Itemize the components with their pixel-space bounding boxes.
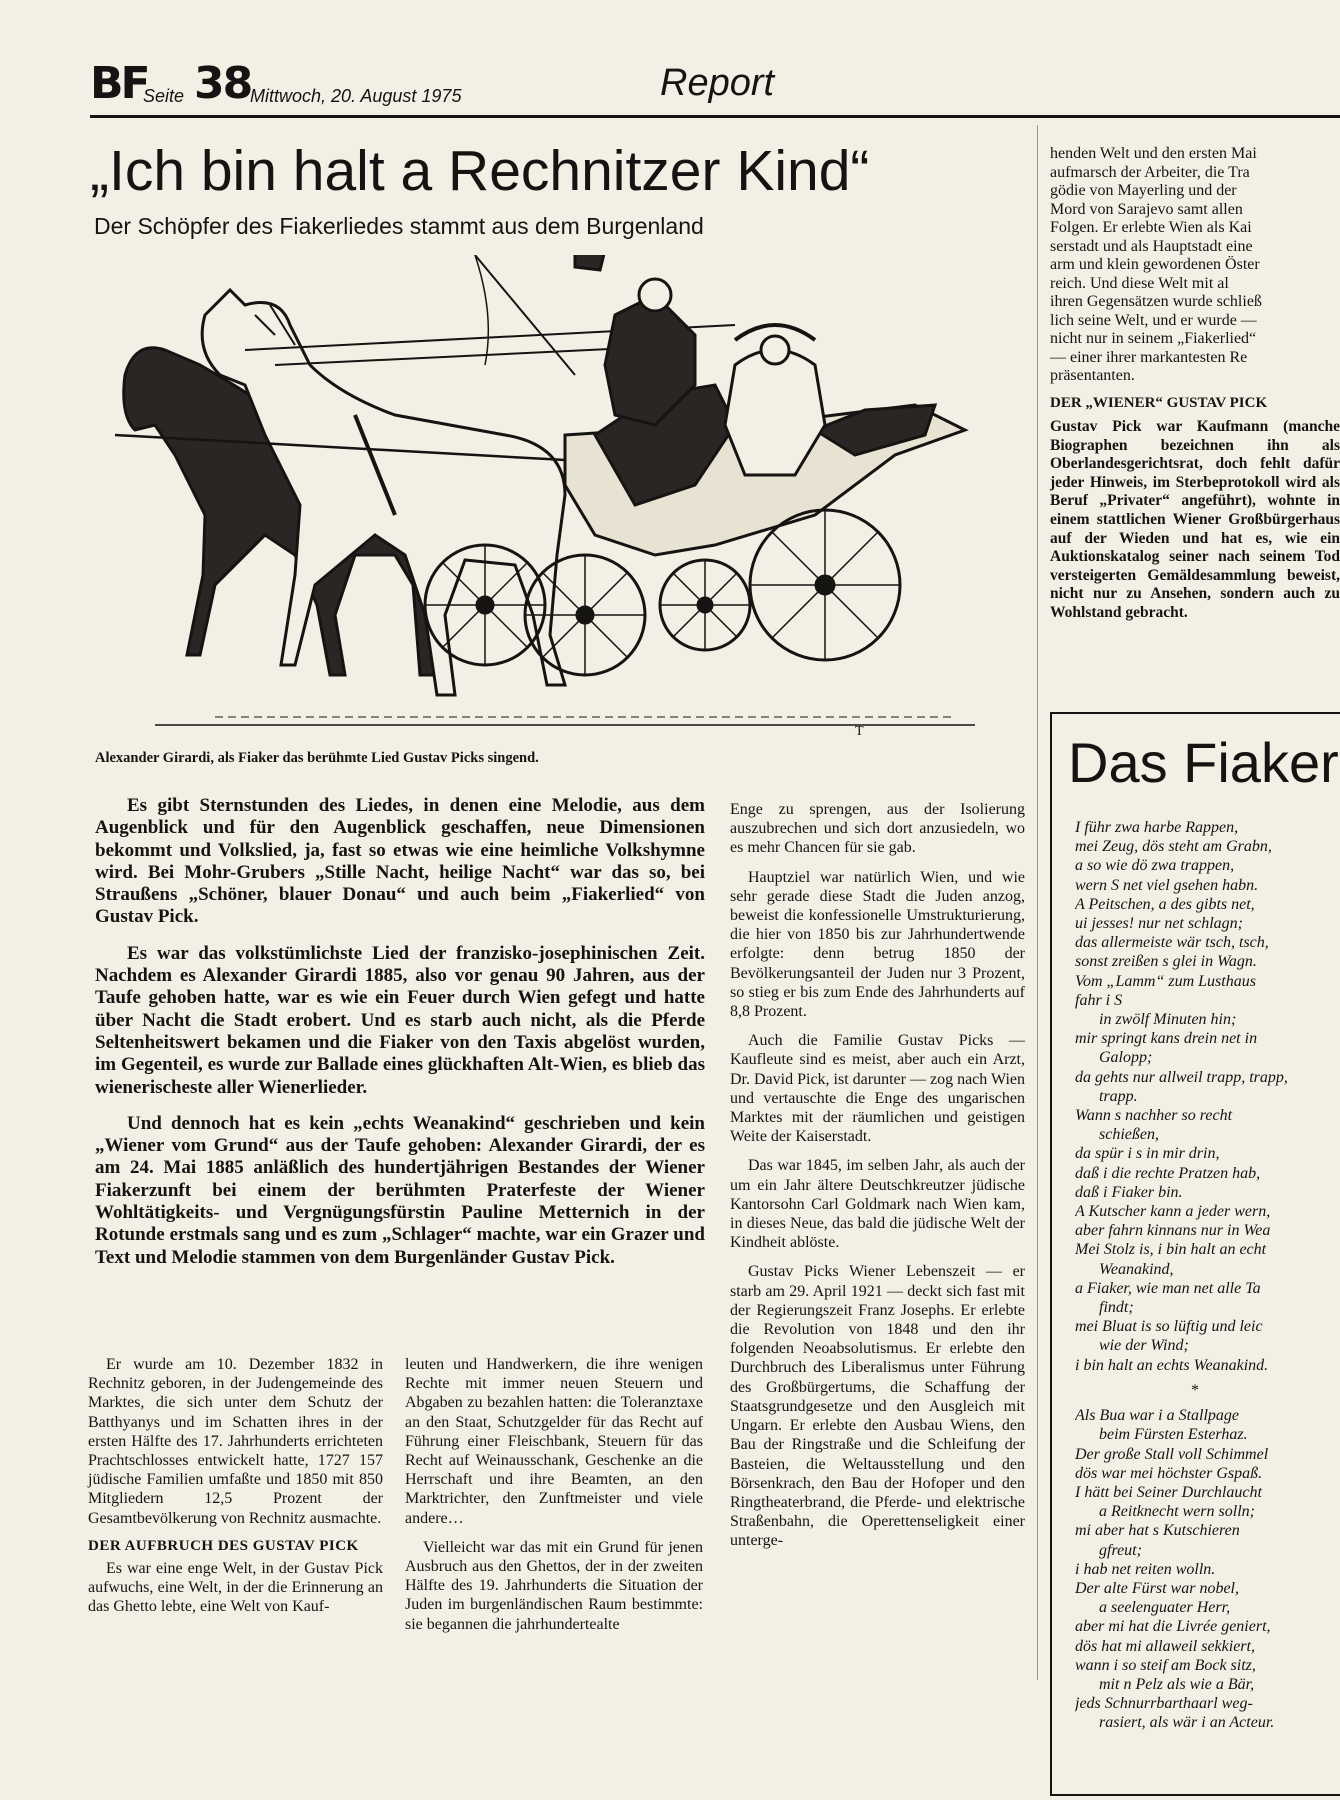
poem-line: sonst zreißen s glei in Wagn. [1075, 953, 1257, 971]
poem-line: mi aber hat s Kutschieren [1075, 1522, 1240, 1540]
body-paragraph: Vielleicht war das mit ein Grund für jenen Ausbruch aus den Ghettos, der in der zweiten Hälfte des 19. Jahrhunderts die Situation der Juden im burgenländischen Raum bestimmte: sie begannen die jahrhundertealte [405, 1538, 703, 1633]
poem-line: Weanakind, [1099, 1260, 1174, 1278]
sidebar-bold-paragraph: Gustav Pick war Kaufmann (manche Biographen bezeichnen ihn als Oberlandesgerichtsrat, doch fehlt dafür jeder Hinweis, im Sterbeprotokoll wird als Beruf „Privater“ angeführt), wohnte in einem stattlichen Wiener Großbürgerhaus auf der Wieden und hat es, wie ein Auktionskatalog seiner nach seinem Tod versteigerten Gemäldesammlung beweist, nicht nur zu Ansehen, sondern auch zu Wohlstand gebracht. [1050, 418, 1340, 621]
poem-line: daß i Fiaker bin. [1075, 1183, 1183, 1201]
poem-line: wern S net viel gsehen habn. [1075, 876, 1259, 894]
issue-date: Mittwoch, 20. August 1975 [250, 86, 462, 106]
poem-line: Der alte Fürst war nobel, [1075, 1579, 1239, 1597]
poem-line: i bin halt an echts Weanakind. [1075, 1356, 1269, 1374]
poem-line: da gehts nur allweil trapp, trapp, [1075, 1068, 1288, 1086]
poem-line: i hab net reiten wolln. [1075, 1560, 1216, 1578]
poem-line: Mei Stolz is, i bin halt an echt [1075, 1241, 1267, 1259]
poem-line: I hätt bei Seiner Durchlaucht [1075, 1483, 1262, 1501]
body-paragraph: Es war eine enge Welt, in der Gustav Pick aufwuchs, eine Welt, in der die Erinnerung an das Ghetto lebte, eine Welt von Kauf- [88, 1559, 383, 1616]
poem-line: a Reitknecht wern solln; [1099, 1503, 1255, 1521]
poem-line: dös war mei höchster Gspaß. [1075, 1464, 1263, 1482]
article-subheadline: Der Schöpfer des Fiakerliedes stammt aus dem Burgenland [94, 213, 704, 239]
poem-line: ui jesses! nur net schlagn; [1075, 915, 1243, 933]
poem-line: mei Bluat is so lüftig und leic [1075, 1318, 1263, 1336]
poem-line: I führ zwa harbe Rappen, [1075, 819, 1239, 836]
body-paragraph: Er wurde am 10. Dezember 1832 in Rechnitz geboren, in der Judengemeinde des Marktes, die sich unter dem Schutz der Batthyanys und im Schatten ihres in der ersten Hälfte des 17. Jahrhunderts errichteten Prachtschlosses entwickelt hatte, 1727 157 jüdische Familien umfaßte und 1850 mit 850 Mitgliedern 12,5 Prozent der Gesamtbevölkerung von Rechnitz ausmachte. [88, 1356, 383, 1527]
newspaper-logo: BF [90, 58, 148, 109]
poem-line: aber mi hat die Livrée geniert, [1075, 1618, 1271, 1636]
body-paragraph: Das war 1845, im selben Jahr, als auch der um ein Jahr ältere Deutschkreutzer jüdische Kantorsohn Carl Goldmark nach Wien kam, in dieses Neue, das bald die jüdische Welt der Kindheit ablöste. [730, 1157, 1025, 1252]
body-paragraph: Auch die Familie Gustav Picks — Kaufleute sind es meist, aber auch ein Arzt, Dr. David Pick, ist darunter — zog nach Wien und vertauschte die Enge des ungarischen Marktes mit der räumlichen und geistigen Weite der Kaiserstadt. [730, 1032, 1025, 1146]
poem-line: trapp. [1099, 1087, 1138, 1105]
poem-line: aber fahrn kinnans nur in Wea [1075, 1222, 1271, 1240]
body-column-2 [405, 1355, 703, 1644]
poem-text [1075, 818, 1340, 1733]
lead-paragraph: Es gibt Sternstunden des Liedes, in denen eine Melodie, aus dem Augenblick und für den Augenblick geschaffen, neue Dimensionen bekommt und Volkslied, ja, fast so etwas wie eine heimliche Volkshymne wird. Bei Mohr-Grubers „Stille Nacht, heilige Nacht“ war das so, bei Straußens „Schöner, blauer Donau“ und auch beim „Fiakerlied“ von Gustav Pick. [95, 795, 705, 928]
poem-line: Als Bua war i a Stallpage [1075, 1407, 1239, 1425]
body-column-3 [730, 800, 1025, 1561]
poem-line: findt; [1099, 1299, 1134, 1317]
poem-line: da spür i s in mir drin, [1075, 1145, 1220, 1163]
column-divider [1037, 125, 1038, 1680]
poem-line: a Fiaker, wie man net alle Ta [1075, 1279, 1261, 1297]
poem-line: in zwölf Minuten hin; [1099, 1011, 1237, 1029]
body-paragraph: Hauptziel war natürlich Wien, und wie sehr gerade diese Stadt die Juden anzog, beweist die konfessionelle Umstrukturierung, die hier von 1850 bis zur Jahrhundertwende erfolgte: denn betrug 1850 der Bevölkerungsanteil der Juden nur 3 Prozent, so stieg er bis zum Ende des Jahrhunderts auf 8,8 Prozent. [730, 868, 1025, 1021]
masthead-rule [90, 115, 1340, 118]
poem-line: gfreut; [1099, 1541, 1142, 1559]
poem-line: schießen, [1099, 1126, 1159, 1144]
lead-paragraph: Und dennoch hat es kein „echts Weanakind“ geschrieben und kein „Wiener vom Grund“ aus der Taufe gehoben: Alexander Girardi, der es am 24. Mai 1885 anläßlich des hundertjährigen Bestandes der Wiener Fiakerzunft bei einem der berühmten Praterfeste der Wiener Wohltätigkeits- und Vergnügungsfürstin Pauline Metternich in der Rotunde erstmals sang und es zum „Schlager“ machte, war ein Grazer und Text und Melodie stammen von dem Burgenländer Gustav Pick. [95, 1112, 705, 1268]
poem-line: A Peitschen, a des gibts net, [1075, 895, 1255, 913]
poem-line: a so wie dö zwa trappen, [1075, 857, 1235, 875]
poem-line: jeds Schnurrbarthaarl weg- [1075, 1695, 1253, 1713]
section-heading: DER AUFBRUCH DES GUSTAV PICK [88, 1537, 359, 1554]
body-column-1 [88, 1355, 383, 1626]
poem-line: Der große Stall voll Schimmel [1075, 1445, 1269, 1463]
poem-line: rasiert, als wär i an Acteur. [1099, 1714, 1275, 1732]
poem-line: beim Fürsten Esterhaz. [1099, 1426, 1248, 1444]
stanza-separator: * [1191, 1381, 1199, 1399]
article-headline: „Ich bin halt a Rechnitzer Kind“ [90, 139, 870, 203]
page-number: 38 [194, 58, 252, 109]
illustration-signature: T [855, 724, 864, 739]
poem-line: mit n Pelz als wie a Bär, [1099, 1675, 1255, 1693]
poem-line: Vom „Lamm“ zum Lusthaus [1075, 972, 1256, 990]
poem-line: das allermeiste wär tsch, tsch, [1075, 934, 1269, 952]
fiaker-carriage-illustration [95, 255, 1025, 745]
poem-box-title: Das Fiaker [1068, 731, 1339, 794]
body-paragraph: Enge zu sprengen, aus der Isolierung auszubrechen und sich dort anzusiedeln, wo es mehr Chancen für sie gab. [730, 801, 1025, 857]
body-paragraph: leuten und Handwerkern, die ihre wenigen Rechte mit immer neuen Steuern und Abgaben zu bezahlen hatten: die Toleranztaxe an den Staat, Schutzgelder für das Recht auf Führung einer Fleischbank, Steuern für das Recht auf Weinausschank, Geschenke an die Herrschaft und ihre Beamten, an den Marktrichter, den Zunftmeister und viele andere… [405, 1356, 703, 1527]
poem-line: daß i die rechte Pratzen hab, [1075, 1164, 1261, 1182]
poem-line: Galopp; [1099, 1049, 1153, 1067]
body-paragraph: Gustav Picks Wiener Lebenszeit — er starb am 29. April 1921 — deckt sich fast mit der Regierungszeit Franz Josephs. Er erlebte die Revolution von 1848 und den ihr folgenden Neoabsolutismus. Er erlebte den Durchbruch des Liberalismus unter Führung des Großbürgertums, die Schaffung der Staatsgrundgesetze und den Ausgleich mit Ungarn. Er erlebte den Ausbau Wiens, den Bau der Ringstraße und die Schleifung der Basteien, die Weltausstellung und den Börsenkrach, den Bau der Hofoper und den Ringtheaterbrand, die Pferde- und elektrische Straßenbahn, die Operettenseligkeit einer unterge- [730, 1263, 1025, 1550]
sidebar-heading: DER „WIENER“ GUSTAV PICK [1050, 395, 1268, 411]
poem-line: A Kutscher kann a jeder wern, [1075, 1203, 1271, 1221]
poem-line: a seelenguater Herr, [1099, 1599, 1231, 1617]
poem-line: fahr i S [1075, 991, 1123, 1009]
poem-line: mir springt kans drein net in [1075, 1030, 1258, 1048]
image-caption: Alexander Girardi, als Fiaker das berühmte Lied Gustav Picks singend. [95, 750, 539, 766]
poem-line: dös hat mi allaweil sekkiert, [1075, 1637, 1255, 1655]
page-label: Seite [143, 86, 185, 106]
poem-line: wie der Wind; [1099, 1337, 1189, 1355]
poem-line: Wann s nachher so recht [1075, 1107, 1233, 1125]
poem-line: mei Zeug, dös steht am Grabn, [1075, 838, 1272, 856]
section-title: Report [660, 62, 775, 104]
article-lead [95, 795, 705, 1283]
lead-paragraph: Es war das volkstümlichste Lied der franzisko-josephinischen Zeit. Nachdem es Alexander Girardi 1885, also vor genau 90 Jahren, aus der Taufe gehoben hatte, war es wie ein Feuer durch Wien gefegt und hatte über Nacht die Stadt erobert. Und es starb auch nicht, als die Pferde Seltenheitswert bekamen und die Fiaker von den Taxis abgelöst wurden, im Gegenteil, es wurde zur Ballade eines glückhaften Alt-Wien, es blieb das wienerischeste aller Wienerlieder. [95, 942, 705, 1098]
poem-line: wann i so steif am Bock sitz, [1075, 1656, 1256, 1674]
sidebar-continuation: henden Welt und den ersten Mai aufmarsch der Arbeiter, die Tra gödie von Mayerling und der Mord von Sarajevo samt allen Folgen. Er erlebte Wien als Kai serstadt und als Hauptstadt eine arm und klein gewordenen Öster reich. Und diese Welt mit al ihren Gegensätzen wurde schließ lich seine Welt, und er wurde — nicht nur in seinem „Fiakerlied“ — einer ihrer markantesten Re präsentanten. [1050, 145, 1262, 384]
